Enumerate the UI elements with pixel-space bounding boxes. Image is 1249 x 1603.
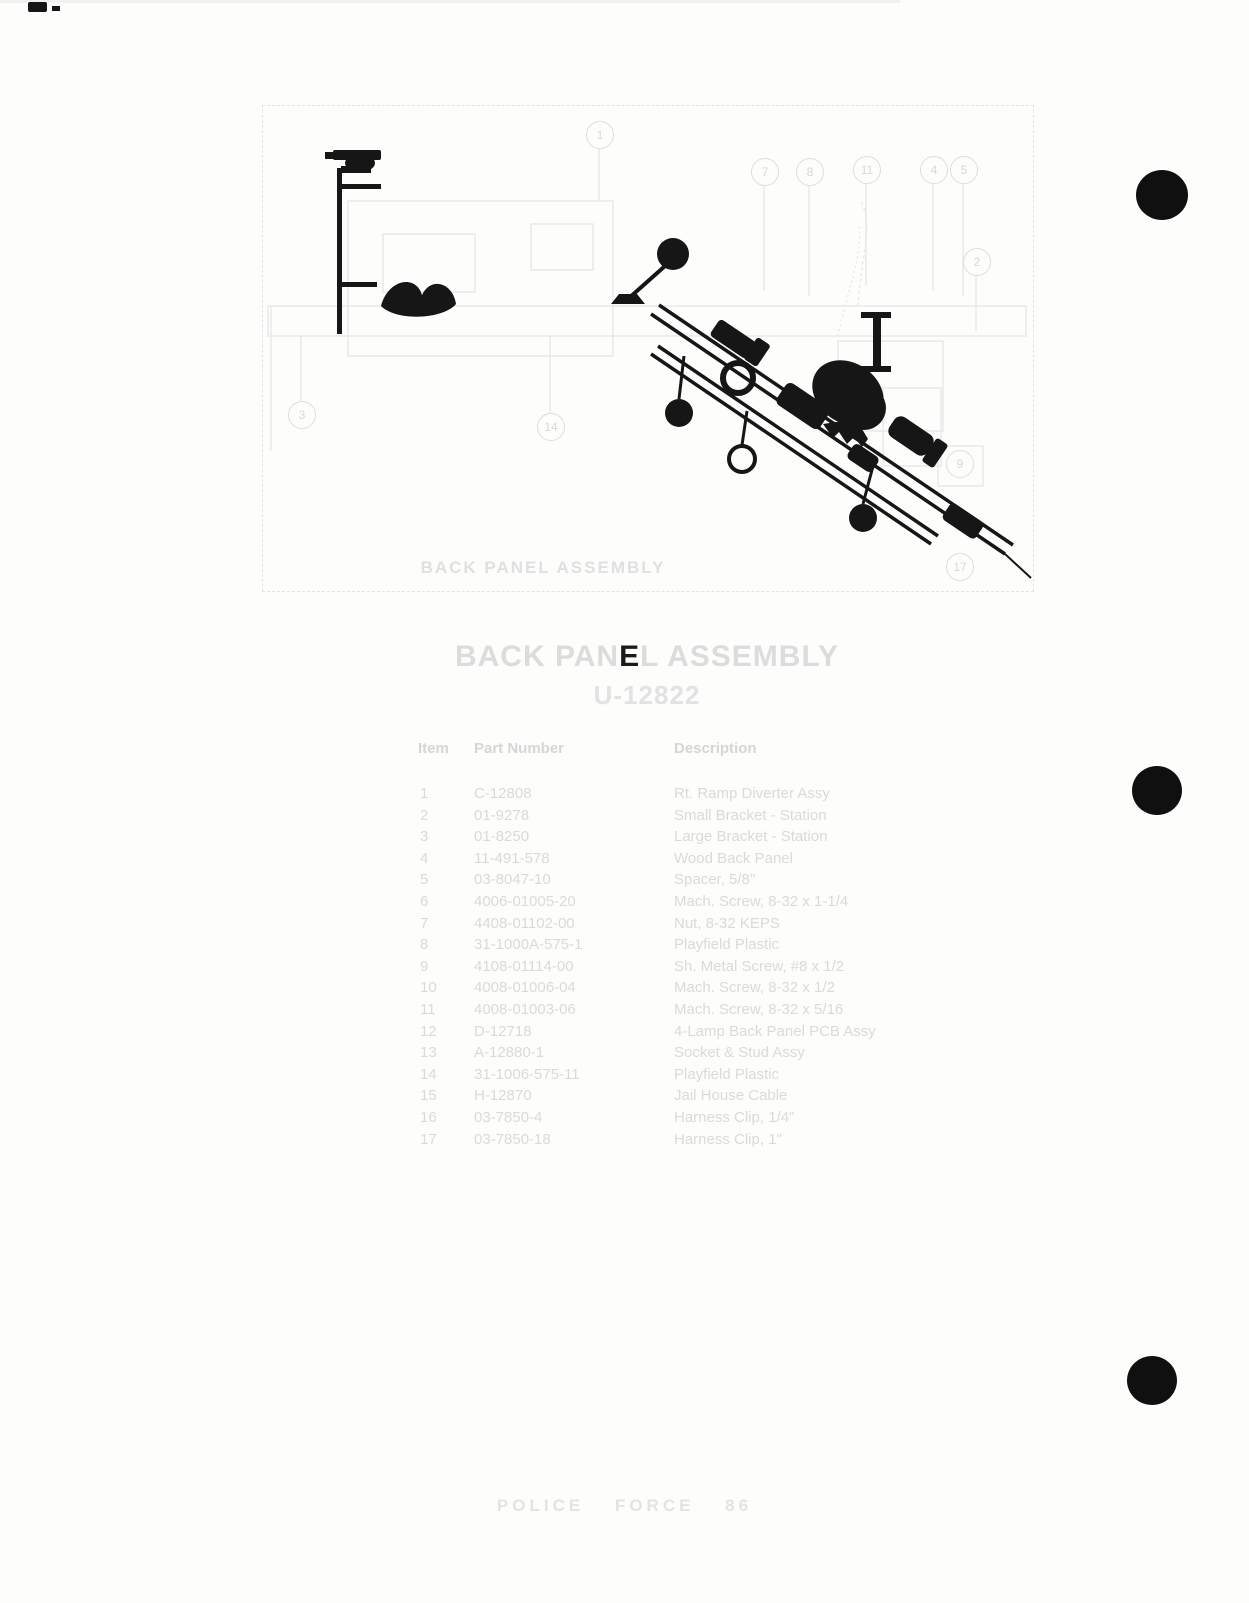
page-title-accent: E xyxy=(619,640,641,673)
table-row xyxy=(418,1129,978,1151)
cell-item: 2 xyxy=(420,806,429,824)
cell-description: Spacer, 5/8" xyxy=(674,871,756,889)
table-row xyxy=(418,1064,978,1086)
cell-part-number: 31-1006-575-11 xyxy=(474,1065,580,1083)
table-row xyxy=(418,1107,978,1129)
table-row xyxy=(418,913,978,935)
table-row xyxy=(418,1085,978,1107)
cell-part-number: 4008-01003-06 xyxy=(474,1000,576,1018)
cell-item: 14 xyxy=(420,1065,437,1083)
parts-table-rows xyxy=(418,783,978,1150)
cell-description: Socket & Stud Assy xyxy=(674,1044,805,1062)
assembly-number: U-12822 xyxy=(593,680,701,710)
callout-7: 7 xyxy=(751,158,779,186)
cell-item: 10 xyxy=(420,979,437,997)
scan-edge-noise xyxy=(0,3,319,12)
cell-part-number: 03-8047-10 xyxy=(474,871,551,889)
table-row xyxy=(418,848,978,870)
header-part-number: Part Number xyxy=(474,740,565,757)
callout-3: 3 xyxy=(288,401,316,429)
cell-item: 6 xyxy=(420,892,429,910)
cell-description: Rt. Ramp Diverter Assy xyxy=(674,785,830,802)
cell-description: Harness Clip, 1" xyxy=(674,1130,782,1148)
table-row xyxy=(418,826,978,848)
cell-item: 12 xyxy=(420,1022,437,1040)
punch-hole-dot xyxy=(1136,170,1188,220)
parts-table-header xyxy=(418,740,978,757)
cell-item: 4 xyxy=(420,849,429,867)
punch-hole-dot xyxy=(1132,766,1182,815)
cell-part-number: 01-8250 xyxy=(474,828,530,846)
header-item: Item xyxy=(418,740,449,757)
cell-part-number: H-12870 xyxy=(474,1087,532,1105)
table-row xyxy=(418,783,978,805)
cell-description: Large Bracket - Station xyxy=(674,828,828,846)
callout-14: 14 xyxy=(537,413,565,441)
callout-1: 1 xyxy=(586,121,614,149)
page-title xyxy=(262,640,1032,674)
table-row xyxy=(418,934,978,956)
cell-item: 16 xyxy=(420,1108,437,1126)
cell-description: Sh. Metal Screw, #8 x 1/2 xyxy=(674,957,845,975)
cell-part-number: 4006-01005-20 xyxy=(474,892,576,910)
cell-description: Nut, 8-32 KEPS xyxy=(674,914,780,932)
cell-item: 7 xyxy=(420,914,429,932)
table-row xyxy=(418,999,978,1021)
cell-item: 1 xyxy=(420,785,429,802)
cell-part-number: A-12880-1 xyxy=(474,1044,545,1062)
cell-item: 15 xyxy=(420,1087,437,1105)
title-block xyxy=(262,640,1032,711)
callout-8: 8 xyxy=(796,158,824,186)
cell-part-number: 4408-01102-00 xyxy=(474,914,575,932)
scan-mark xyxy=(28,2,47,12)
cell-part-number: 4108-01114-00 xyxy=(474,957,574,975)
cell-item: 3 xyxy=(420,828,429,846)
scan-mark xyxy=(52,6,60,11)
table-row xyxy=(418,805,978,827)
callout-11: 11 xyxy=(853,156,881,184)
cell-description: Mach. Screw, 8-32 x 1/2 xyxy=(674,979,835,997)
table-row xyxy=(418,1042,978,1064)
header-description: Description xyxy=(674,740,757,757)
cell-item: 9 xyxy=(420,957,429,975)
cell-part-number: 11-491-578 xyxy=(474,849,550,867)
cell-description: Mach. Screw, 8-32 x 1-1/4 xyxy=(674,892,849,910)
cell-part-number: 03-7850-18 xyxy=(474,1130,551,1148)
cell-description: Jail House Cable xyxy=(674,1087,788,1105)
callout-2: 2 xyxy=(963,248,991,276)
cell-item: 8 xyxy=(420,936,429,954)
table-row xyxy=(418,956,978,978)
cell-description: Wood Back Panel xyxy=(674,849,793,867)
cell-description: Mach. Screw, 8-32 x 5/16 xyxy=(674,1000,844,1018)
table-row xyxy=(418,869,978,891)
cell-part-number: 03-7850-4 xyxy=(474,1108,543,1126)
cell-item: 5 xyxy=(420,871,429,889)
table-row xyxy=(418,977,978,999)
table-row xyxy=(418,891,978,913)
cell-part-number: 4008-01006-04 xyxy=(474,979,576,997)
table-row xyxy=(418,1021,978,1043)
parts-table xyxy=(418,740,978,1150)
callout-17: 17 xyxy=(946,553,974,581)
page-footer: POLICE FORCE 86 xyxy=(496,1496,753,1515)
cell-part-number: D-12718 xyxy=(474,1022,532,1040)
cell-part-number: 01-9278 xyxy=(474,806,530,824)
cell-description: Small Bracket - Station xyxy=(674,806,827,824)
callout-5: 5 xyxy=(950,156,978,184)
cell-item: 13 xyxy=(420,1044,437,1062)
callout-4: 4 xyxy=(920,156,948,184)
page-title-pre: BACK PAN xyxy=(454,640,620,673)
diagram-drawing xyxy=(263,106,1033,591)
cell-description: Playfield Plastic xyxy=(674,1065,780,1083)
exploded-view-diagram xyxy=(262,105,1034,592)
cell-description: 4-Lamp Back Panel PCB Assy xyxy=(674,1022,876,1040)
diagram-caption: BACK PANEL ASSEMBLY xyxy=(420,558,666,577)
callout-9: 9 xyxy=(946,450,974,478)
punch-hole-dot xyxy=(1127,1356,1177,1405)
page-title-post: L ASSEMBLY xyxy=(640,640,840,673)
cell-item: 11 xyxy=(420,1000,436,1018)
cell-description: Harness Clip, 1/4" xyxy=(674,1108,795,1126)
cell-part-number: C-12808 xyxy=(474,785,532,802)
cell-part-number: 31-1000A-575-1 xyxy=(474,936,583,954)
cell-description: Playfield Plastic xyxy=(674,936,780,954)
cell-item: 17 xyxy=(420,1130,437,1148)
